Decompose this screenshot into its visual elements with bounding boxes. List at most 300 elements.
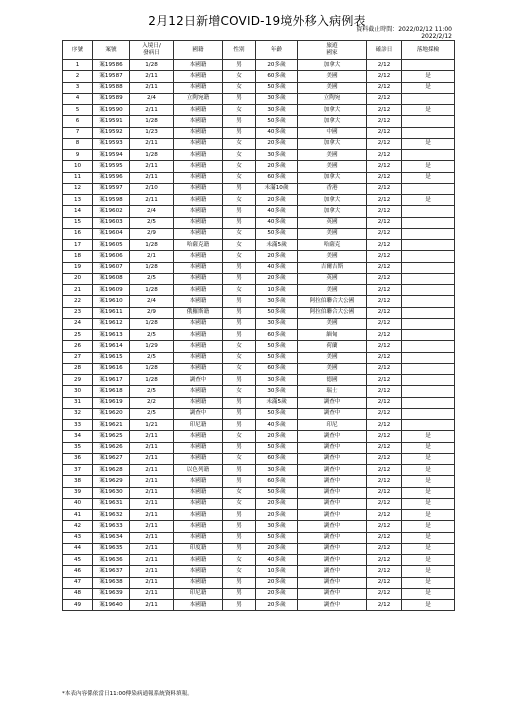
table-cell — [402, 116, 455, 127]
table-cell: 37 — [63, 465, 93, 476]
table-cell: 2/9 — [130, 228, 174, 239]
table-cell: 案19639 — [93, 588, 130, 599]
table-cell: 案19591 — [93, 116, 130, 127]
table-row — [63, 465, 455, 476]
table-cell: 調查中 — [298, 487, 367, 498]
table-cell: 美國 — [298, 251, 367, 262]
table-cell: 28 — [63, 363, 93, 374]
table-cell: 2/4 — [130, 93, 174, 104]
table-cell: 男 — [223, 577, 256, 588]
table-cell: 20多歲 — [256, 161, 298, 172]
table-cell: 本國籍 — [174, 217, 223, 228]
table-cell: 香港 — [298, 183, 367, 194]
table-cell: 是 — [402, 161, 455, 172]
table-cell: 女 — [223, 363, 256, 374]
table-cell: 43 — [63, 532, 93, 543]
table-cell: 是 — [402, 453, 455, 464]
table-cell: 5 — [63, 105, 93, 116]
column-header: 落地採檢 — [402, 41, 455, 60]
table-cell: 2/11 — [130, 543, 174, 554]
table-row — [63, 251, 455, 262]
table-cell: 案19592 — [93, 127, 130, 138]
table-cell: 2/11 — [130, 476, 174, 487]
table-cell: 加拿大 — [298, 206, 367, 217]
table-cell: 2/12 — [367, 116, 402, 127]
table-cell: 是 — [402, 431, 455, 442]
table-cell: 27 — [63, 352, 93, 363]
table-cell: 女 — [223, 431, 256, 442]
table-cell: 案19615 — [93, 352, 130, 363]
table-cell: 案19590 — [93, 105, 130, 116]
table-cell: 2/12 — [367, 420, 402, 431]
column-header: 年齡 — [256, 41, 298, 60]
table-row — [63, 217, 455, 228]
table-cell: 案19593 — [93, 138, 130, 149]
table-cell: 41 — [63, 510, 93, 521]
table-cell: 女 — [223, 555, 256, 566]
table-cell: 12 — [63, 183, 93, 194]
table-cell: 30多歲 — [256, 296, 298, 307]
table-cell: 2/12 — [367, 217, 402, 228]
table-cell: 調查中 — [174, 375, 223, 386]
table-cell: 未滿5歲 — [256, 240, 298, 251]
table-cell: 2/12 — [367, 138, 402, 149]
table-cell — [402, 352, 455, 363]
table-cell: 2/12 — [367, 566, 402, 577]
table-row — [63, 566, 455, 577]
table-cell — [402, 127, 455, 138]
table-cell: 44 — [63, 543, 93, 554]
table-cell: 2/12 — [367, 296, 402, 307]
table-cell: 本國籍 — [174, 262, 223, 273]
table-cell: 13 — [63, 195, 93, 206]
table-cell: 38 — [63, 476, 93, 487]
table-cell: 未滿10歲 — [256, 183, 298, 194]
table-cell: 30多歲 — [256, 375, 298, 386]
table-cell: 加拿大 — [298, 105, 367, 116]
table-cell: 50多歲 — [256, 487, 298, 498]
table-row — [63, 240, 455, 251]
table-cell: 34 — [63, 431, 93, 442]
table-row — [63, 60, 455, 71]
table-cell: 案19635 — [93, 543, 130, 554]
table-cell: 男 — [223, 532, 256, 543]
table-cell: 50多歲 — [256, 228, 298, 239]
table-cell: 本國籍 — [174, 566, 223, 577]
table-header — [63, 41, 455, 60]
table-cell: 本國籍 — [174, 397, 223, 408]
table-cell: 案19603 — [93, 217, 130, 228]
table-cell: 本國籍 — [174, 363, 223, 374]
table-cell: 男 — [223, 588, 256, 599]
table-cell: 案19629 — [93, 476, 130, 487]
table-cell: 是 — [402, 138, 455, 149]
table-cell: 30多歲 — [256, 465, 298, 476]
table-cell: 本國籍 — [174, 138, 223, 149]
table-row — [63, 150, 455, 161]
table-row — [63, 555, 455, 566]
table-row — [63, 116, 455, 127]
column-header: 案號 — [93, 41, 130, 60]
table-cell: 案19619 — [93, 397, 130, 408]
table-cell: 20多歲 — [256, 138, 298, 149]
table-cell: 女 — [223, 240, 256, 251]
table-cell: 女 — [223, 487, 256, 498]
table-cell: 1/28 — [130, 285, 174, 296]
table-cell: 男 — [223, 296, 256, 307]
table-cell: 調查中 — [298, 476, 367, 487]
table-cell: 2/12 — [367, 555, 402, 566]
table-cell: 22 — [63, 296, 93, 307]
table-cell: 案19632 — [93, 510, 130, 521]
table-cell — [402, 318, 455, 329]
table-cell: 2/11 — [130, 442, 174, 453]
table-cell: 案19637 — [93, 566, 130, 577]
table-row — [63, 105, 455, 116]
table-cell: 是 — [402, 566, 455, 577]
table-cell: 2/12 — [367, 307, 402, 318]
table-cell: 14 — [63, 206, 93, 217]
table-cell: 是 — [402, 105, 455, 116]
table-cell: 男 — [223, 273, 256, 284]
table-cell: 32 — [63, 408, 93, 419]
table-cell: 本國籍 — [174, 251, 223, 262]
table-cell — [402, 363, 455, 374]
table-cell: 10多歲 — [256, 566, 298, 577]
table-cell: 案19616 — [93, 363, 130, 374]
table-cell: 19 — [63, 262, 93, 273]
table-cell: 女 — [223, 228, 256, 239]
table-cell: 23 — [63, 307, 93, 318]
table-cell: 美國 — [298, 161, 367, 172]
table-cell: 20多歲 — [256, 60, 298, 71]
table-cell — [402, 217, 455, 228]
table-row — [63, 442, 455, 453]
table-cell: 20多歲 — [256, 431, 298, 442]
table-cell: 男 — [223, 60, 256, 71]
table-cell: 美國 — [298, 82, 367, 93]
table-cell: 2/11 — [130, 465, 174, 476]
table-cell — [402, 183, 455, 194]
table-cell: 案19634 — [93, 532, 130, 543]
table-cell: 是 — [402, 600, 455, 611]
table-cell: 調查中 — [174, 408, 223, 419]
table-cell: 2/12 — [367, 251, 402, 262]
table-cell: 本國籍 — [174, 330, 223, 341]
table-cell: 案19611 — [93, 307, 130, 318]
table-cell: 2/11 — [130, 82, 174, 93]
table-cell: 20多歲 — [256, 588, 298, 599]
table-cell: 案19628 — [93, 465, 130, 476]
table-cell: 50多歲 — [256, 352, 298, 363]
table-cell — [402, 93, 455, 104]
table-cell: 是 — [402, 532, 455, 543]
report-date: 2022/2/12 — [421, 33, 452, 40]
table-cell: 2/12 — [367, 465, 402, 476]
table-cell: 20 — [63, 273, 93, 284]
column-header: 序號 — [63, 41, 93, 60]
table-cell: 11 — [63, 172, 93, 183]
table-cell: 本國籍 — [174, 71, 223, 82]
table-cell: 男 — [223, 420, 256, 431]
table-cell: 女 — [223, 251, 256, 262]
table-cell: 男 — [223, 206, 256, 217]
table-cell: 是 — [402, 543, 455, 554]
table-cell: 是 — [402, 442, 455, 453]
table-row — [63, 487, 455, 498]
footnote: *本表內容係依當日11:00傳染病通報系統資料填報。 — [62, 691, 193, 697]
table-cell: 案19604 — [93, 228, 130, 239]
table-cell: 案19586 — [93, 60, 130, 71]
table-cell: 男 — [223, 307, 256, 318]
table-cell — [402, 262, 455, 273]
table-cell: 男 — [223, 183, 256, 194]
table-cell: 未滿5歲 — [256, 397, 298, 408]
table-cell: 案19640 — [93, 600, 130, 611]
table-cell: 本國籍 — [174, 341, 223, 352]
table-cell: 本國籍 — [174, 161, 223, 172]
table-cell: 英國 — [298, 217, 367, 228]
table-cell: 2/11 — [130, 555, 174, 566]
table-cell: 2/5 — [130, 352, 174, 363]
table-cell: 2/11 — [130, 138, 174, 149]
page-title: 2月12日新增COVID-19境外移入病例表 — [148, 14, 366, 28]
table-row — [63, 543, 455, 554]
table-cell: 案19610 — [93, 296, 130, 307]
table-cell: 男 — [223, 543, 256, 554]
table-cell: 女 — [223, 386, 256, 397]
table-cell: 30多歲 — [256, 386, 298, 397]
table-cell: 2/12 — [367, 240, 402, 251]
table-cell: 調查中 — [298, 408, 367, 419]
table-cell: 本國籍 — [174, 82, 223, 93]
table-cell: 加拿大 — [298, 138, 367, 149]
table-cell — [402, 330, 455, 341]
table-cell: 2/12 — [367, 532, 402, 543]
table-cell: 30多歲 — [256, 150, 298, 161]
table-cell — [402, 420, 455, 431]
table-cell: 1/23 — [130, 127, 174, 138]
table-cell: 是 — [402, 465, 455, 476]
data-cutoff-time: 資料截止時間：2022/02/12 11:00 — [356, 26, 452, 33]
table-cell: 是 — [402, 82, 455, 93]
table-cell: 50多歲 — [256, 341, 298, 352]
table-cell: 本國籍 — [174, 476, 223, 487]
table-cell: 2/12 — [367, 330, 402, 341]
table-cell: 49 — [63, 600, 93, 611]
table-cell: 男 — [223, 262, 256, 273]
table-cell: 本國籍 — [174, 352, 223, 363]
table-cell: 案19627 — [93, 453, 130, 464]
table-cell: 美國 — [298, 318, 367, 329]
table-cell: 哈薩克籍 — [174, 240, 223, 251]
table-cell: 加拿大 — [298, 195, 367, 206]
table-cell: 案19596 — [93, 172, 130, 183]
table-cell — [402, 60, 455, 71]
table-cell: 40多歲 — [256, 217, 298, 228]
table-cell: 是 — [402, 172, 455, 183]
table-cell: 案19595 — [93, 161, 130, 172]
table-cell: 本國籍 — [174, 386, 223, 397]
table-cell: 2/12 — [367, 161, 402, 172]
table-cell: 50多歲 — [256, 532, 298, 543]
table-cell: 2/5 — [130, 217, 174, 228]
table-cell: 男 — [223, 442, 256, 453]
table-cell: 男 — [223, 600, 256, 611]
table-cell: 2/4 — [130, 206, 174, 217]
table-cell: 男 — [223, 510, 256, 521]
table-cell: 美國 — [298, 352, 367, 363]
table-cell: 2/12 — [367, 588, 402, 599]
table-row — [63, 476, 455, 487]
table-cell — [402, 206, 455, 217]
table-cell: 1/28 — [130, 116, 174, 127]
table-cell: 印度籍 — [174, 543, 223, 554]
table-cell: 35 — [63, 442, 93, 453]
table-cell: 2/11 — [130, 566, 174, 577]
table-cell — [402, 273, 455, 284]
table-cell: 是 — [402, 555, 455, 566]
table-cell: 42 — [63, 521, 93, 532]
table-row — [63, 138, 455, 149]
table-cell: 50多歲 — [256, 442, 298, 453]
table-cell: 本國籍 — [174, 498, 223, 509]
table-cell: 2/10 — [130, 183, 174, 194]
table-cell: 案19633 — [93, 521, 130, 532]
table-cell: 2/12 — [367, 71, 402, 82]
table-row — [63, 262, 455, 273]
table-cell: 立陶宛籍 — [174, 93, 223, 104]
table-cell: 本國籍 — [174, 442, 223, 453]
table-cell: 2/12 — [367, 442, 402, 453]
table-cell: 16 — [63, 228, 93, 239]
table-cell: 2/11 — [130, 521, 174, 532]
table-cell: 9 — [63, 150, 93, 161]
table-cell: 本國籍 — [174, 105, 223, 116]
table-cell: 案19636 — [93, 555, 130, 566]
table-cell: 吉爾吉斯 — [298, 262, 367, 273]
table-cell: 2/11 — [130, 510, 174, 521]
table-row — [63, 588, 455, 599]
table-cell — [402, 251, 455, 262]
table-cell: 2/12 — [367, 363, 402, 374]
table-cell: 30多歲 — [256, 93, 298, 104]
table-row — [63, 127, 455, 138]
table-cell: 50多歲 — [256, 307, 298, 318]
table-cell: 2/11 — [130, 71, 174, 82]
table-cell: 調查中 — [298, 543, 367, 554]
table-cell: 案19607 — [93, 262, 130, 273]
table-cell: 是 — [402, 498, 455, 509]
table-cell: 36 — [63, 453, 93, 464]
table-cell: 阿拉伯聯合大公國 — [298, 296, 367, 307]
table-cell: 60多歲 — [256, 330, 298, 341]
table-cell: 女 — [223, 150, 256, 161]
table-cell: 29 — [63, 375, 93, 386]
table-cell: 女 — [223, 566, 256, 577]
column-header: 確診日 — [367, 41, 402, 60]
table-cell — [402, 386, 455, 397]
table-cell: 男 — [223, 408, 256, 419]
table-cell: 調查中 — [298, 521, 367, 532]
table-cell: 調查中 — [298, 465, 367, 476]
table-row — [63, 318, 455, 329]
table-cell: 女 — [223, 172, 256, 183]
table-cell: 21 — [63, 285, 93, 296]
table-cell: 本國籍 — [174, 555, 223, 566]
table-cell: 2/12 — [367, 498, 402, 509]
table-row — [63, 183, 455, 194]
table-cell: 60多歲 — [256, 453, 298, 464]
table-row — [63, 307, 455, 318]
table-cell: 案19602 — [93, 206, 130, 217]
table-cell: 30多歲 — [256, 105, 298, 116]
table-row — [63, 386, 455, 397]
table-cell: 本國籍 — [174, 521, 223, 532]
table-cell: 2/1 — [130, 251, 174, 262]
table-cell: 2/12 — [367, 273, 402, 284]
table-cell: 男 — [223, 93, 256, 104]
table-cell: 2/11 — [130, 105, 174, 116]
table-cell: 1/29 — [130, 341, 174, 352]
table-cell — [402, 408, 455, 419]
table-cell: 2/5 — [130, 273, 174, 284]
table-cell: 男 — [223, 318, 256, 329]
table-cell: 男 — [223, 397, 256, 408]
table-cell: 2/12 — [367, 600, 402, 611]
table-cell: 案19617 — [93, 375, 130, 386]
table-cell: 2/12 — [367, 262, 402, 273]
table-row — [63, 228, 455, 239]
table-cell: 30多歲 — [256, 318, 298, 329]
table-cell: 是 — [402, 577, 455, 588]
table-cell: 立陶宛 — [298, 93, 367, 104]
table-cell: 2/9 — [130, 307, 174, 318]
table-cell: 男 — [223, 521, 256, 532]
table-cell: 是 — [402, 487, 455, 498]
table-cell: 2/12 — [367, 386, 402, 397]
table-row — [63, 600, 455, 611]
table-cell: 2/5 — [130, 408, 174, 419]
table-row — [63, 206, 455, 217]
table-cell: 2/12 — [367, 150, 402, 161]
table-cell — [402, 397, 455, 408]
table-cell: 本國籍 — [174, 150, 223, 161]
table-cell: 20多歲 — [256, 510, 298, 521]
table-cell: 案19621 — [93, 420, 130, 431]
table-cell: 17 — [63, 240, 93, 251]
table-cell: 調查中 — [298, 566, 367, 577]
table-cell: 德國 — [298, 375, 367, 386]
table-cell: 本國籍 — [174, 453, 223, 464]
table-cell: 1/28 — [130, 240, 174, 251]
table-cell: 本國籍 — [174, 285, 223, 296]
table-cell: 本國籍 — [174, 273, 223, 284]
table-cell: 女 — [223, 453, 256, 464]
table-cell: 是 — [402, 588, 455, 599]
table-cell: 美國 — [298, 363, 367, 374]
table-cell: 40多歲 — [256, 262, 298, 273]
table-row — [63, 420, 455, 431]
table-cell: 是 — [402, 71, 455, 82]
table-cell: 2/11 — [130, 498, 174, 509]
table-cell: 調查中 — [298, 588, 367, 599]
table-cell: 印尼籍 — [174, 588, 223, 599]
table-cell: 女 — [223, 138, 256, 149]
table-cell: 本國籍 — [174, 600, 223, 611]
table-cell: 本國籍 — [174, 172, 223, 183]
table-cell: 26 — [63, 341, 93, 352]
